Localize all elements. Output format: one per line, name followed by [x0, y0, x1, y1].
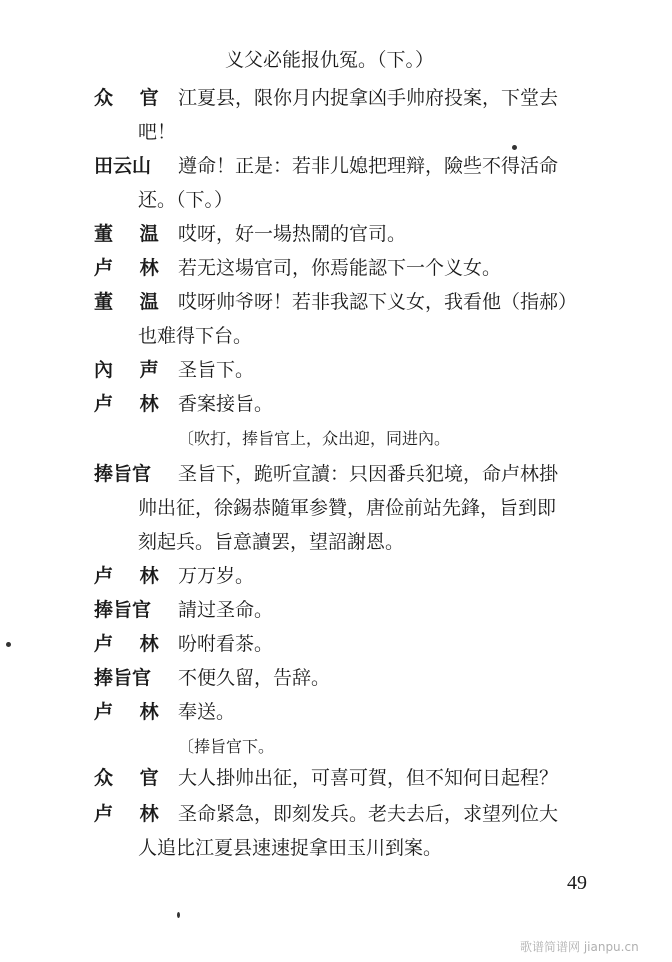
speech-line: 吩咐看茶。	[178, 633, 274, 655]
scan-speck	[177, 912, 180, 918]
speech-line: 請过圣命。	[178, 599, 274, 621]
speech-line: 江夏县，限你月内捉拿凶手帅府投案，下堂去	[178, 87, 559, 109]
speaker-label: 董 温	[94, 223, 169, 245]
stage-direction: 〔吹打，捧旨官上，众出迎，同进內。	[178, 429, 451, 448]
speaker-label: 捧旨官	[94, 463, 152, 485]
speaker-label: 卢 林	[94, 633, 169, 655]
speaker-label: 卢 林	[94, 257, 169, 279]
speech-line: 刻起兵。旨意讀罢，望詔謝恩。	[138, 531, 405, 553]
speech-line: 哎呀，好一場热鬧的官司。	[178, 223, 407, 245]
speaker-label: 捧旨官	[94, 667, 152, 689]
speaker-label: 众 官	[94, 87, 169, 109]
speaker-label: 卢 林	[94, 803, 169, 825]
speech-line: 吧！	[138, 121, 177, 143]
speech-line: 遵命！正是：若非儿媳把理辩，險些不得活命	[178, 155, 559, 177]
header-line: 义父必能报仇冤。（下。）	[225, 49, 435, 71]
speech-line: 不便久留，告辞。	[178, 667, 331, 689]
speech-line: 帅出征，徐錫恭隨軍参贊，唐俭前站先鋒，旨到即	[138, 497, 557, 519]
speaker-label: 捧旨官	[94, 599, 152, 621]
speech-line: 也难得下台。	[138, 325, 253, 347]
speech-line: 大人掛帅出征，可喜可賀，但不知何日起程？	[178, 767, 559, 789]
scan-speck	[512, 145, 517, 150]
speech-line: 还。（下。）	[138, 189, 234, 211]
speaker-label: 董 温	[94, 291, 169, 313]
scan-speck	[6, 642, 11, 647]
speech-line: 香案接旨。	[178, 393, 274, 415]
speech-line: 奉送。	[178, 701, 236, 723]
speech-line: 哎呀帅爷呀！若非我認下义女，我看他（指郝）	[178, 291, 578, 313]
speaker-label: 田云山	[94, 155, 152, 177]
speaker-label: 众 官	[94, 767, 169, 789]
speaker-label: 內 声	[94, 359, 169, 381]
watermark: 歌谱简谱网 jianpu.cn	[520, 940, 639, 954]
speaker-label: 卢 林	[94, 393, 169, 415]
speech-line: 圣旨下。	[178, 359, 255, 381]
speech-line: 万万岁。	[178, 565, 255, 587]
speaker-label: 卢 林	[94, 565, 169, 587]
speech-line: 若无这場官司，你焉能認下一个义女。	[178, 257, 502, 279]
page-number: 49	[567, 872, 587, 894]
speech-line: 圣命紧急，即刻发兵。老夫去后，求望列位大	[178, 803, 559, 825]
stage-direction: 〔捧旨官下。	[178, 737, 275, 756]
speech-line: 人追比江夏县速速捉拿田玉川到案。	[138, 837, 443, 859]
speaker-label: 卢 林	[94, 701, 169, 723]
speech-line: 圣旨下，跪听宣讀：只因番兵犯境，命卢林掛	[178, 463, 559, 485]
